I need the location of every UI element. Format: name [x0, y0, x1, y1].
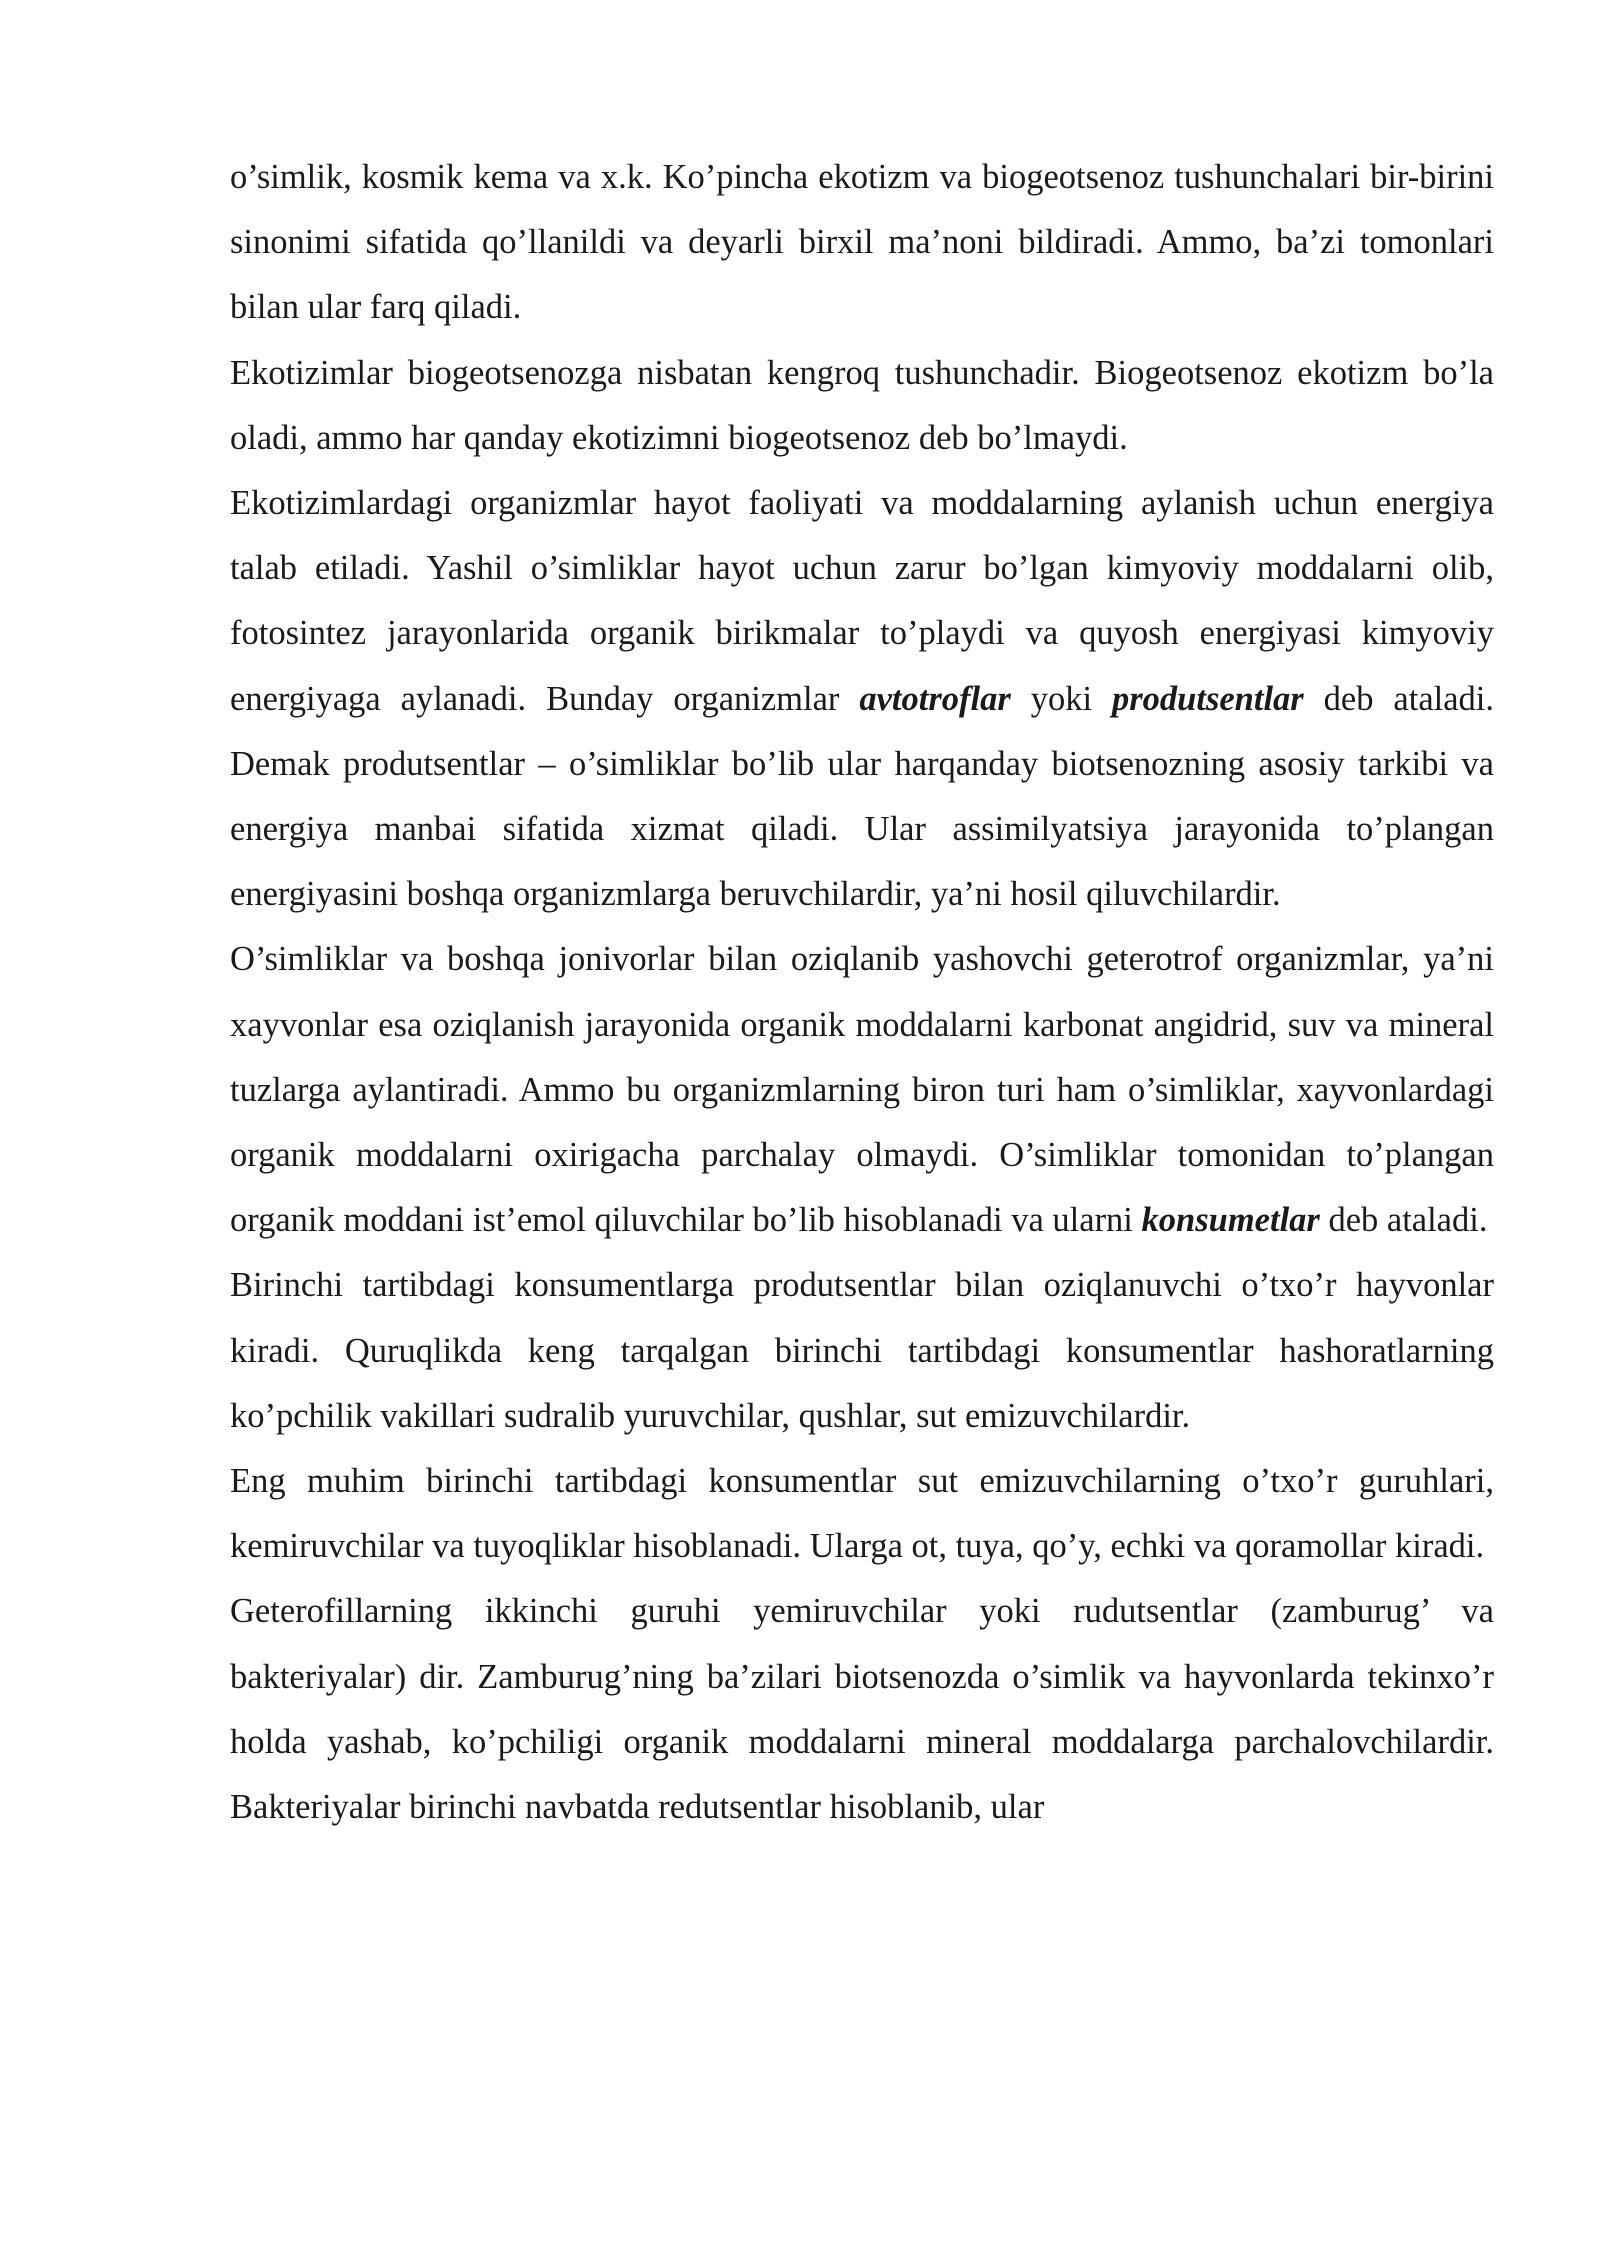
paragraph: [230, 341, 1494, 471]
paragraph: [230, 927, 1494, 1253]
paragraph-text: o’simlik, kosmik kema va x.k. Ko’pincha ekotizm va biogeotsenoz tushunchalari bir-birini sinonimi sifatida qo’llanildi va deyarli birxil ma’noni bildiradi. Ammo, ba’zi tomonlari bilan ular farq qiladi.: [230, 158, 1494, 327]
term-highlight: produtsentlar: [1112, 679, 1304, 718]
paragraph-text: Ekotizimlar biogeotsenozga nisbatan kengroq tushunchadir. Biogeotsenoz ekotizm bo’la oladi, ammo har qanday ekotizimni biogeotsenoz deb bo’lmaydi.: [230, 353, 1494, 457]
paragraph: [230, 145, 1494, 341]
paragraph-text: deb ataladi.: [1319, 1201, 1488, 1240]
term-highlight: avtotroflar: [859, 679, 1011, 718]
paragraph-text: deb ataladi. Demak produtsentlar – o’simliklar bo’lib ular harqanday biotsenozning asosiy tarkibi va energiya manbai sifatida xizmat qiladi. Ular assimilyatsiya jarayonida to’plangan energiyasini boshqa organizmlarga beruvchilardir, ya’ni hosil qiluvchilardir.: [230, 679, 1495, 914]
term-highlight: konsumetlar: [1141, 1201, 1320, 1240]
paragraph-text: Geterofillarning ikkinchi guruhi yemiruvchilar yoki rudutsentlar (zamburug’ va bakteriyalar) dir. Zamburug’ning ba’zilari biotsenozda o’simlik va hayvonlarda tekinxo’r holda yashab, ko’pchiligi organik moddalarni mineral moddalarga parchalovchilardir. Bakteriyalar birinchi navbatda redutsentlar hisoblanib, ular: [230, 1592, 1494, 1827]
document-body: [230, 145, 1494, 1840]
paragraph-text: yoki: [1010, 679, 1112, 718]
paragraph-text: Ekotizimlardagi organizmlar hayot faoliyati va moddalarning aylanish uchun energiya talab etiladi. Yashil o’simliklar hayot uchun zarur bo’lgan kimyoviy moddalarni olib, fotosintez jarayonlarida organik birikmalar to’playdi va quyosh energiyasi kimyoviy energiyaga aylanadi. Bunday organizmlar: [230, 484, 1494, 718]
paragraph-text: O’simliklar va boshqa jonivorlar bilan oziqlanib yashovchi geterotrof organizmlar, ya’ni xayvonlar esa oziqlanish jarayonida organik moddalarni karbonat angidrid, suv va mineral tuzlarga aylantiradi. Ammo bu organizmlarning biron turi ham o’simliklar, xayvonlardagi organik moddalarni oxirigacha parchalay olmaydi. O’simliklar tomonidan to’plangan organik moddani ist’emol qiluvchilar bo’lib hisoblanadi va ularni: [230, 940, 1494, 1240]
paragraph: [230, 471, 1494, 927]
paragraph: [230, 1253, 1494, 1449]
paragraph-text: Eng muhim birinchi tartibdagi konsumentlar sut emizuvchilarning o’txo’r guruhlari, kemiruvchilar va tuyoqliklar hisoblanadi. Ularga ot, tuya, qo’y, echki va qoramollar kiradi.: [230, 1462, 1494, 1566]
paragraph: [230, 1579, 1494, 1840]
paragraph: [230, 1449, 1494, 1579]
paragraph-text: Birinchi tartibdagi konsumentlarga produtsentlar bilan oziqlanuvchi o’txo’r hayvonlar kiradi. Quruqlikda keng tarqalgan birinchi tartibdagi konsumentlar hashoratlarning ko’pchilik vakillari sudralib yuruvchilar, qushlar, sut emizuvchilardir.: [230, 1266, 1494, 1435]
